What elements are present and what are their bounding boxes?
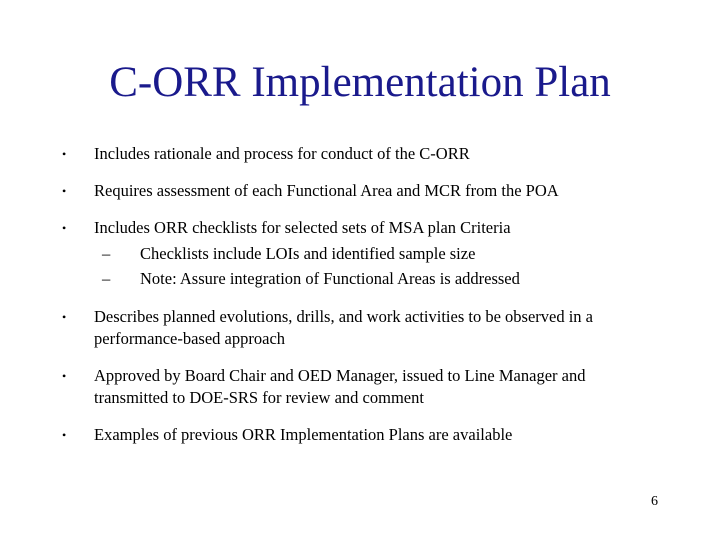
page-number: 6 xyxy=(651,494,658,509)
bullet-dot: • xyxy=(62,428,67,442)
bullet-text: Includes rationale and process for conduct of the C-ORR xyxy=(94,144,470,163)
bullet-dot: • xyxy=(62,184,67,198)
sub-bullet-text: Note: Assure integration of Functional Areas is addressed xyxy=(140,269,520,288)
slide-title: C-ORR Implementation Plan xyxy=(109,59,611,106)
sub-bullet-dash: – xyxy=(102,244,111,263)
bullet-text: Approved by Board Chair and OED Manager, issued to Line Manager and transmitted to DOE-SRS for review and comment xyxy=(94,366,586,407)
sub-bullet-dash: – xyxy=(102,269,111,288)
bullet-dot: • xyxy=(62,369,67,383)
bullet-dot: • xyxy=(62,221,67,235)
bullet-dot: • xyxy=(62,147,67,161)
bullet-text: Examples of previous ORR Implementation Plans are available xyxy=(94,425,513,444)
bullet-dot: • xyxy=(62,310,67,324)
sub-bullet-text: Checklists include LOIs and identified sample size xyxy=(140,244,476,263)
bullet-text: Requires assessment of each Functional Area and MCR from the POA xyxy=(94,181,559,200)
bullet-text: Describes planned evolutions, drills, and work activities to be observed in a performance-based approach xyxy=(94,307,594,348)
bullet-text: Includes ORR checklists for selected sets of MSA plan Criteria xyxy=(94,218,511,237)
